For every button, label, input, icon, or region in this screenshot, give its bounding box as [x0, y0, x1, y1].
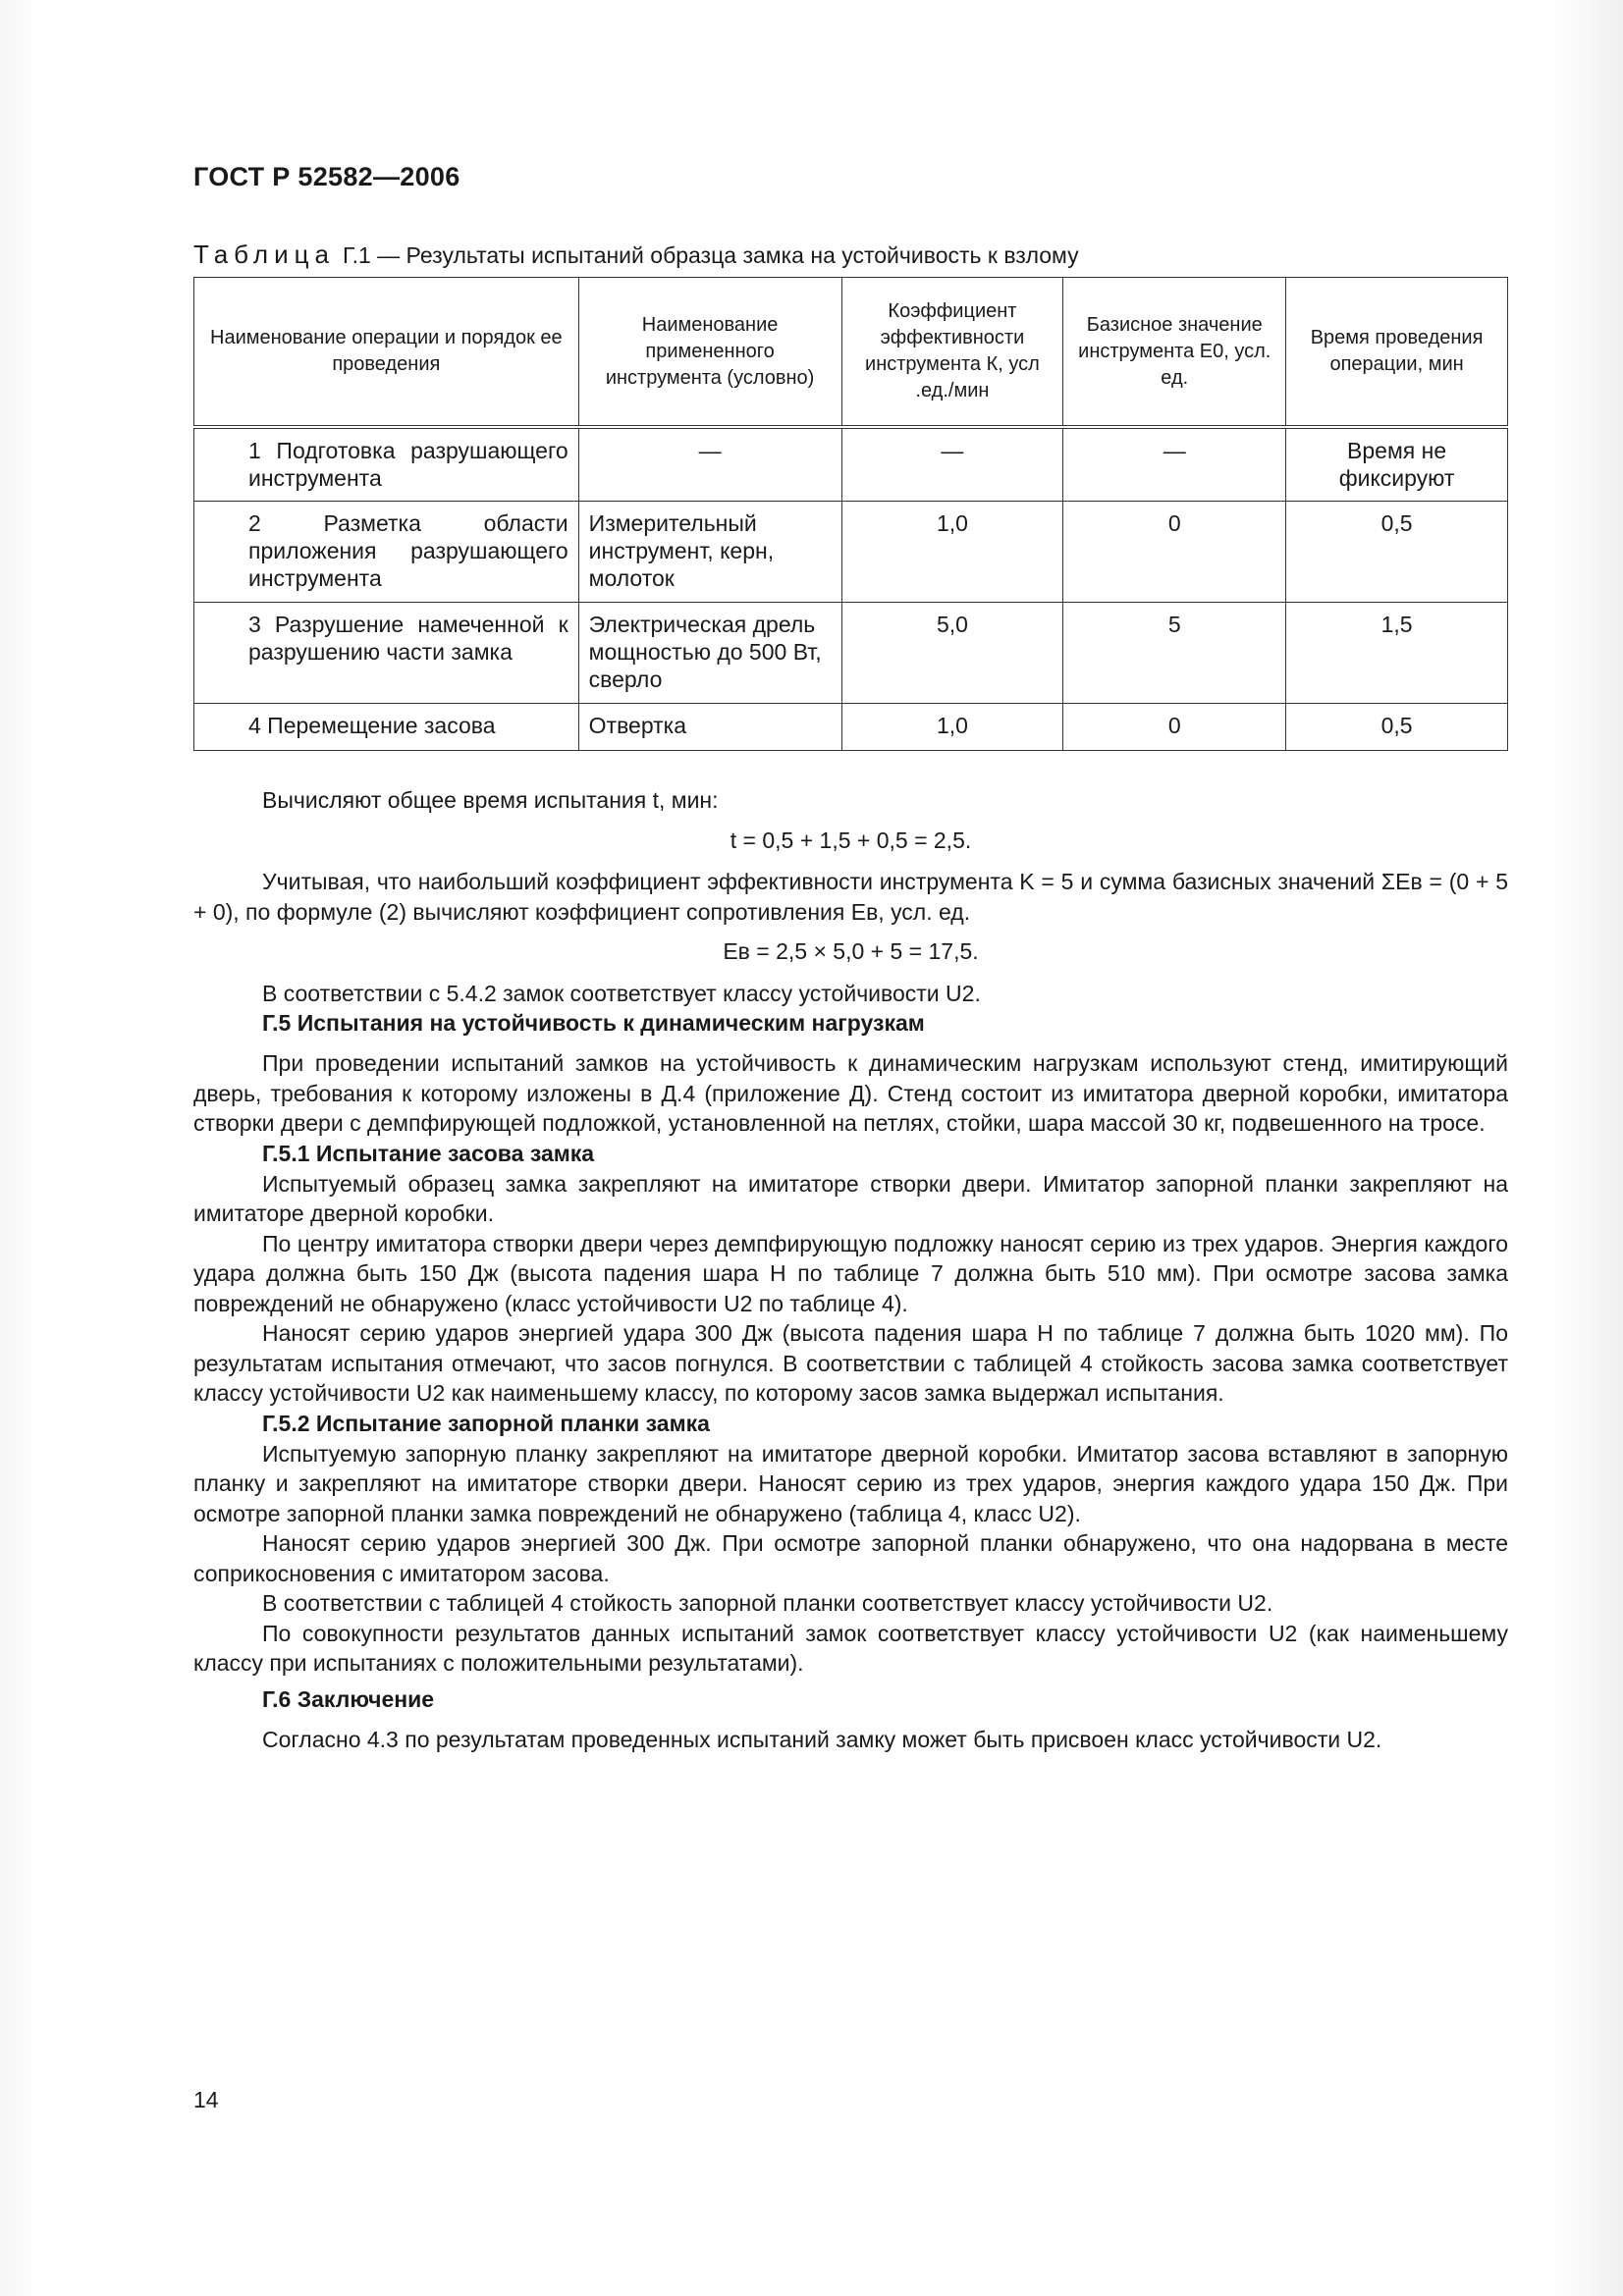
paragraph: Испытуемый образец замка закрепляют на имитаторе створки двери. Имитатор запорной планки закрепляют на имитаторе дверной коробки.: [193, 1170, 1508, 1226]
cell-tool: Электрическая дрель мощностью до 500 Вт, сверло: [578, 602, 841, 703]
results-table: [193, 277, 1508, 751]
header-operation: Наименование операции и порядок ее проведения: [194, 278, 579, 428]
cell-tool: Отвертка: [578, 703, 841, 750]
table-caption-word: Таблица: [193, 240, 335, 269]
paragraph: Испытуемую запорную планку закрепляют на имитаторе дверной коробки. Имитатор засова вставляют в запорную планку и закрепляют на имитаторе створки двери. Наносят серию из трех ударов, энергия каждого удара 150 Дж. При осмотре запорной планки замка повреждений не обнаружено (таблица 4, класс U2).: [193, 1440, 1508, 1526]
section-heading-g52: Г.5.2 Испытание запорной планки замка: [262, 1410, 710, 1436]
body-text: [193, 785, 1508, 1754]
table-caption: [193, 240, 1079, 270]
cell-tool: —: [578, 427, 841, 501]
cell-base-value: 0: [1063, 501, 1286, 602]
cell-time: 1,5: [1286, 602, 1508, 703]
paragraph: По центру имитатора створки двери через демпфирующую подложку наносят серию из трех ударов. Энергия каждого удара должна быть 150 Дж (высота падения шара H по таблице 7 должна быть 510 мм). При осмотре засова замка повреждений не обнаружено (класс устойчивости U2 по таблице 4).: [193, 1230, 1508, 1316]
table-header-row: [194, 278, 1508, 428]
cell-base-value: —: [1063, 427, 1286, 501]
cell-coefficient: 1,0: [841, 501, 1063, 602]
cell-operation: 3 Разрушение намеченной к разрушению части замка: [194, 602, 579, 703]
table-row: [194, 501, 1508, 602]
section-heading-g5: Г.5 Испытания на устойчивость к динамическим нагрузкам: [262, 1010, 925, 1036]
header-coefficient: Коэффициент эффективности инструмента К, усл .ед./мин: [841, 278, 1063, 428]
header-tool: Наименование примененного инструмента (условно): [578, 278, 841, 428]
document-header: ГОСТ Р 52582—2006: [193, 162, 460, 191]
table-row: [194, 602, 1508, 703]
paragraph: В соответствии с 5.4.2 замок соответствует классу устойчивости U2.: [262, 980, 981, 1006]
paragraph: По совокупности результатов данных испытаний замок соответствует классу устойчивости U2 (как наименьшему классу при испытаниях с положительными результатами).: [193, 1620, 1508, 1676]
cell-time: Время не фиксируют: [1286, 427, 1508, 501]
cell-operation: 4 Перемещение засова: [194, 703, 579, 750]
header-time: Время проведения операции, мин: [1286, 278, 1508, 428]
cell-base-value: 5: [1063, 602, 1286, 703]
paragraph: В соответствии с таблицей 4 стойкость запорной планки соответствует классу устойчивости U2.: [262, 1590, 1273, 1616]
paragraph: Учитывая, что наибольший коэффициент эффективности инструмента K = 5 и сумма базисных значений ΣEв = (0 + 5 + 0), по формуле (2) вычисляют коэффициент сопротивления Eв, усл. ед.: [193, 869, 1508, 925]
formula-total-time: t = 0,5 + 1,5 + 0,5 = 2,5.: [730, 827, 972, 853]
paragraph: Согласно 4.3 по результатам проведенных испытаний замку может быть присвоен класс устойчивости U2.: [262, 1726, 1382, 1752]
formula-resistance: Eв = 2,5 × 5,0 + 5 = 17,5.: [723, 938, 979, 964]
table-row: [194, 703, 1508, 750]
cell-time: 0,5: [1286, 703, 1508, 750]
table-caption-text: Г.1 — Результаты испытаний образца замка на устойчивость к взлому: [342, 242, 1079, 268]
header-base-value: Базисное значение инструмента E0, усл. ед.: [1063, 278, 1286, 428]
cell-operation: 1 Подготовка разрушающего инструмента: [194, 427, 579, 501]
paragraph: Вычисляют общее время испытания t, мин:: [262, 787, 719, 813]
cell-tool: Измерительный инструмент, керн, молоток: [578, 501, 841, 602]
cell-coefficient: 1,0: [841, 703, 1063, 750]
section-heading-g6: Г.6 Заключение: [262, 1685, 435, 1712]
paragraph: При проведении испытаний замков на устойчивость к динамическим нагрузкам используют стенд, имитирующий дверь, требования к которому изложены в Д.4 (приложение Д). Стенд состоит из имитатора дверной коробки, имитатора створки двери с демпфирующей подложкой, установленной на петлях, стойки, шара массой 30 кг, подвешенного на тросе.: [193, 1050, 1508, 1136]
cell-operation: 2 Разметка области приложения разрушающего инструмента: [194, 501, 579, 602]
page-number: 14: [193, 2087, 219, 2112]
paragraph: Наносят серию ударов энергией удара 300 Дж (высота падения шара H по таблице 7 должна быть 1020 мм). По результатам испытания отмечают, что засов погнулся. В соответствии с таблицей 4 стойкость засова замка соответствует классу устойчивости U2 как наименьшему классу, по которому засов замка выдержал испытания.: [193, 1320, 1508, 1406]
cell-time: 0,5: [1286, 501, 1508, 602]
cell-coefficient: —: [841, 427, 1063, 501]
section-heading-g51: Г.5.1 Испытание засова замка: [262, 1140, 595, 1166]
table-row: [194, 427, 1508, 501]
paragraph: Наносят серию ударов энергией 300 Дж. При осмотре запорной планки обнаружено, что она надорвана в месте соприкосновения с имитатором засова.: [193, 1530, 1508, 1586]
cell-base-value: 0: [1063, 703, 1286, 750]
cell-coefficient: 5,0: [841, 602, 1063, 703]
